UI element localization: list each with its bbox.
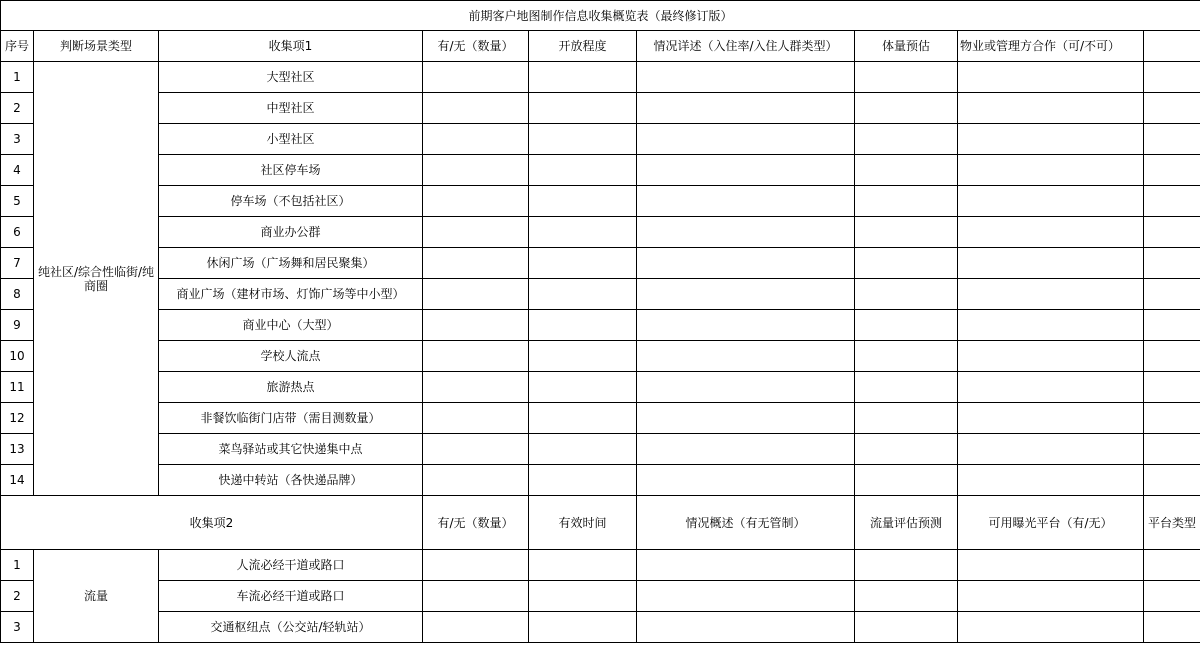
empty-cell: [423, 279, 529, 310]
empty-cell: [637, 372, 855, 403]
empty-cell: [637, 217, 855, 248]
table-row: [1, 341, 1200, 372]
collection-item: 小型社区: [159, 124, 423, 155]
empty-cell: [958, 62, 1144, 93]
table-row: [1, 217, 1200, 248]
empty-cell: [637, 612, 855, 643]
header-cell: 收集项1: [159, 31, 423, 62]
empty-cell: [1144, 550, 1200, 581]
empty-cell: [958, 248, 1144, 279]
empty-cell: [958, 341, 1144, 372]
collection-item: 人流必经干道或路口: [159, 550, 423, 581]
empty-cell: [423, 93, 529, 124]
empty-cell: [529, 310, 637, 341]
table-row: [1, 403, 1200, 434]
empty-cell: [637, 550, 855, 581]
header-cell: 收集项2: [1, 496, 423, 550]
collection-item: 大型社区: [159, 62, 423, 93]
collection-item: 休闲广场（广场舞和居民聚集）: [159, 248, 423, 279]
table-row: [1, 279, 1200, 310]
collection-item: 商业广场（建材市场、灯饰广场等中小型）: [159, 279, 423, 310]
collection-item: 停车场（不包括社区）: [159, 186, 423, 217]
header-cell: 体量预估: [855, 31, 958, 62]
empty-cell: [958, 186, 1144, 217]
empty-cell: [855, 155, 958, 186]
empty-cell: [423, 465, 529, 496]
empty-cell: [423, 124, 529, 155]
header-cell: 判断场景类型: [34, 31, 159, 62]
empty-cell: [637, 124, 855, 155]
empty-cell: [1144, 581, 1200, 612]
empty-cell: [855, 372, 958, 403]
collection-item: 社区停车场: [159, 155, 423, 186]
empty-cell: [958, 403, 1144, 434]
empty-cell: [1144, 465, 1200, 496]
empty-cell: [958, 310, 1144, 341]
row-number: 4: [1, 155, 34, 186]
table-row: [1, 612, 1200, 643]
row-number: 2: [1, 581, 34, 612]
empty-cell: [529, 372, 637, 403]
collection-item: 商业中心（大型）: [159, 310, 423, 341]
empty-cell: [529, 124, 637, 155]
header-row-2: [1, 496, 1200, 550]
row-number: 6: [1, 217, 34, 248]
scene-type-cell: 纯社区/综合性临街/纯商圈: [34, 62, 159, 496]
row-number: 3: [1, 612, 34, 643]
header-cell: 可用曝光平台（有/无）: [958, 496, 1144, 550]
empty-cell: [1144, 403, 1200, 434]
header-cell: 开放程度: [529, 31, 637, 62]
empty-cell: [958, 124, 1144, 155]
empty-cell: [637, 403, 855, 434]
row-number: 2: [1, 93, 34, 124]
row-number: 1: [1, 62, 34, 93]
row-number: 5: [1, 186, 34, 217]
row-number: 10: [1, 341, 34, 372]
row-number: 9: [1, 310, 34, 341]
header-cell: [1144, 31, 1200, 62]
empty-cell: [637, 155, 855, 186]
empty-cell: [423, 372, 529, 403]
table-row: [1, 465, 1200, 496]
empty-cell: [958, 434, 1144, 465]
empty-cell: [529, 93, 637, 124]
row-number: 1: [1, 550, 34, 581]
empty-cell: [855, 124, 958, 155]
empty-cell: [637, 93, 855, 124]
empty-cell: [958, 612, 1144, 643]
empty-cell: [958, 155, 1144, 186]
empty-cell: [958, 465, 1144, 496]
header-row-1: [1, 31, 1200, 62]
empty-cell: [529, 279, 637, 310]
empty-cell: [1144, 124, 1200, 155]
empty-cell: [423, 581, 529, 612]
empty-cell: [423, 186, 529, 217]
empty-cell: [855, 612, 958, 643]
collection-item: 旅游热点: [159, 372, 423, 403]
empty-cell: [423, 403, 529, 434]
empty-cell: [1144, 186, 1200, 217]
empty-cell: [423, 217, 529, 248]
empty-cell: [855, 186, 958, 217]
collection-item: 商业办公群: [159, 217, 423, 248]
empty-cell: [529, 465, 637, 496]
empty-cell: [1144, 372, 1200, 403]
header-cell: 有/无（数量）: [423, 496, 529, 550]
empty-cell: [637, 248, 855, 279]
empty-cell: [958, 550, 1144, 581]
header-cell: 情况概述（有无管制）: [637, 496, 855, 550]
empty-cell: [529, 612, 637, 643]
empty-cell: [1144, 341, 1200, 372]
collection-item: 菜鸟驿站或其它快递集中点: [159, 434, 423, 465]
table-row: [1, 248, 1200, 279]
empty-cell: [529, 62, 637, 93]
empty-cell: [423, 434, 529, 465]
table-row: [1, 310, 1200, 341]
empty-cell: [1144, 217, 1200, 248]
table-row: [1, 550, 1200, 581]
row-number: 8: [1, 279, 34, 310]
empty-cell: [529, 403, 637, 434]
empty-cell: [637, 62, 855, 93]
empty-cell: [1144, 248, 1200, 279]
collection-item: 快递中转站（各快递品牌）: [159, 465, 423, 496]
collection-item: 车流必经干道或路口: [159, 581, 423, 612]
empty-cell: [423, 248, 529, 279]
table-row: [1, 186, 1200, 217]
title-row: [1, 1, 1200, 31]
empty-cell: [423, 341, 529, 372]
empty-cell: [1144, 310, 1200, 341]
empty-cell: [1144, 62, 1200, 93]
empty-cell: [958, 372, 1144, 403]
header-cell: 有/无（数量）: [423, 31, 529, 62]
empty-cell: [1144, 434, 1200, 465]
empty-cell: [958, 93, 1144, 124]
collection-item: 中型社区: [159, 93, 423, 124]
row-number: 14: [1, 465, 34, 496]
row-number: 7: [1, 248, 34, 279]
empty-cell: [855, 403, 958, 434]
empty-cell: [958, 279, 1144, 310]
table-row: [1, 581, 1200, 612]
empty-cell: [855, 93, 958, 124]
empty-cell: [423, 612, 529, 643]
row-number: 11: [1, 372, 34, 403]
empty-cell: [855, 310, 958, 341]
table-row: [1, 93, 1200, 124]
header-cell: 序号: [1, 31, 34, 62]
empty-cell: [1144, 93, 1200, 124]
table-row: [1, 62, 1200, 93]
empty-cell: [637, 341, 855, 372]
empty-cell: [637, 310, 855, 341]
empty-cell: [855, 581, 958, 612]
empty-cell: [529, 217, 637, 248]
empty-cell: [637, 279, 855, 310]
empty-cell: [637, 465, 855, 496]
empty-cell: [855, 217, 958, 248]
header-cell: 有效时间: [529, 496, 637, 550]
empty-cell: [855, 550, 958, 581]
collection-item: 交通枢纽点（公交站/轻轨站）: [159, 612, 423, 643]
empty-cell: [637, 434, 855, 465]
table-title: 前期客户地图制作信息收集概览表（最终修订版）: [1, 1, 1200, 31]
empty-cell: [529, 248, 637, 279]
empty-cell: [529, 186, 637, 217]
empty-cell: [423, 550, 529, 581]
empty-cell: [855, 62, 958, 93]
empty-cell: [529, 155, 637, 186]
empty-cell: [529, 434, 637, 465]
empty-cell: [423, 310, 529, 341]
header-cell: 平台类型: [1144, 496, 1200, 550]
table-row: [1, 434, 1200, 465]
collection-item: 学校人流点: [159, 341, 423, 372]
row-number: 12: [1, 403, 34, 434]
header-cell: 流量评估预测: [855, 496, 958, 550]
header-cell: 物业或管理方合作（可/不可）: [958, 31, 1144, 62]
empty-cell: [855, 465, 958, 496]
empty-cell: [637, 581, 855, 612]
empty-cell: [637, 186, 855, 217]
collection-item: 非餐饮临街门店带（需目测数量）: [159, 403, 423, 434]
empty-cell: [423, 62, 529, 93]
row-number: 3: [1, 124, 34, 155]
table-row: [1, 372, 1200, 403]
empty-cell: [423, 155, 529, 186]
table-row: [1, 155, 1200, 186]
empty-cell: [958, 581, 1144, 612]
empty-cell: [529, 581, 637, 612]
row-number: 13: [1, 434, 34, 465]
empty-cell: [529, 550, 637, 581]
empty-cell: [1144, 155, 1200, 186]
header-cell: 情况详述（入住率/入住人群类型）: [637, 31, 855, 62]
empty-cell: [855, 434, 958, 465]
empty-cell: [958, 217, 1144, 248]
empty-cell: [1144, 279, 1200, 310]
empty-cell: [529, 341, 637, 372]
scene-type-cell: 流量: [34, 550, 159, 643]
empty-cell: [855, 248, 958, 279]
empty-cell: [855, 341, 958, 372]
table-row: [1, 124, 1200, 155]
empty-cell: [855, 279, 958, 310]
empty-cell: [1144, 612, 1200, 643]
